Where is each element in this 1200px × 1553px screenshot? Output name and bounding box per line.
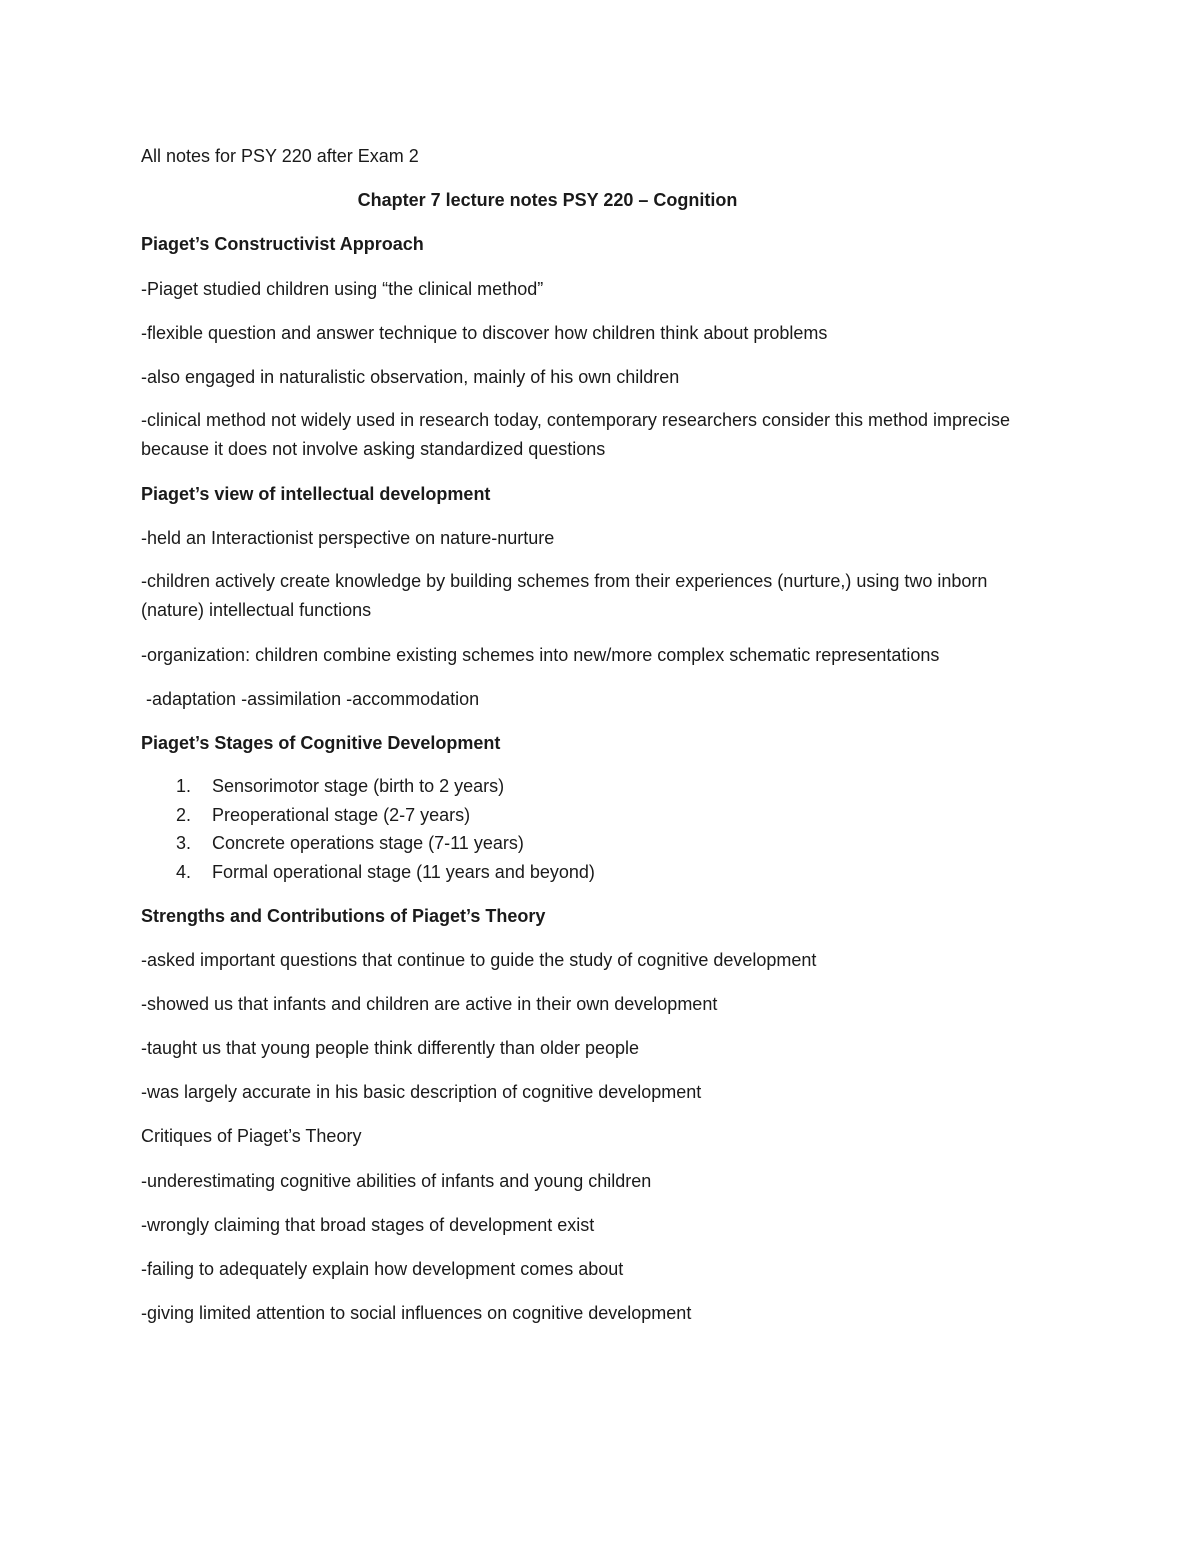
list-item-number: 3.	[176, 833, 192, 853]
list-item-text: Preoperational stage (2-7 years)	[212, 804, 471, 825]
note-line: -children actively create knowledge by building schemes from their experiences (nurture,) using two inborn (nature) intellectual functions	[141, 571, 988, 620]
section-heading-strengths: Strengths and Contributions of Piaget’s Theory	[141, 906, 546, 926]
note-line: -Piaget studied children using “the clinical method”	[141, 279, 544, 299]
section-heading-stages: Piaget’s Stages of Cognitive Development	[141, 733, 501, 753]
stages-list	[141, 772, 595, 886]
note-line: -taught us that young people think differently than older people	[141, 1038, 640, 1058]
note-line: -failing to adequately explain how development comes about	[141, 1259, 624, 1279]
list-item	[141, 829, 595, 858]
note-line: -organization: children combine existing schemes into new/more complex schematic representations	[141, 645, 940, 665]
note-line: -giving limited attention to social influences on cognitive development	[141, 1303, 692, 1323]
list-item	[141, 801, 595, 830]
list-item-number: 1.	[176, 776, 192, 796]
note-line: -also engaged in naturalistic observation, mainly of his own children	[141, 367, 680, 387]
section-heading-critiques: Critiques of Piaget’s Theory	[141, 1126, 362, 1146]
list-item	[141, 858, 595, 887]
note-line: -underestimating cognitive abilities of infants and young children	[141, 1171, 652, 1191]
list-item-number: 2.	[176, 804, 192, 825]
note-line: -showed us that infants and children are active in their own development	[141, 994, 718, 1014]
note-line: -adaptation -assimilation -accommodation	[141, 689, 480, 709]
list-item	[141, 772, 595, 801]
list-item-number: 4.	[176, 861, 192, 882]
section-heading-constructivist: Piaget’s Constructivist Approach	[141, 234, 424, 254]
note-line: -was largely accurate in his basic description of cognitive development	[141, 1082, 702, 1102]
list-item-text: Formal operational stage (11 years and beyond)	[212, 861, 595, 882]
note-line: -clinical method not widely used in research today, contemporary researchers consider this method imprecise because it does not involve asking standardized questions	[141, 410, 1011, 459]
list-item-text: Concrete operations stage (7-11 years)	[212, 833, 524, 853]
note-line: -asked important questions that continue to guide the study of cognitive development	[141, 950, 817, 970]
document-header-line: All notes for PSY 220 after Exam 2	[141, 146, 419, 166]
note-line: -wrongly claiming that broad stages of development exist	[141, 1215, 595, 1235]
chapter-title: Chapter 7 lecture notes PSY 220 – Cognition	[357, 190, 738, 210]
note-line: -held an Interactionist perspective on nature-nurture	[141, 528, 555, 548]
list-item-text: Sensorimotor stage (birth to 2 years)	[212, 776, 505, 796]
note-line: -flexible question and answer technique to discover how children think about problems	[141, 323, 828, 343]
section-heading-intellectual-development: Piaget’s view of intellectual development	[141, 484, 491, 504]
